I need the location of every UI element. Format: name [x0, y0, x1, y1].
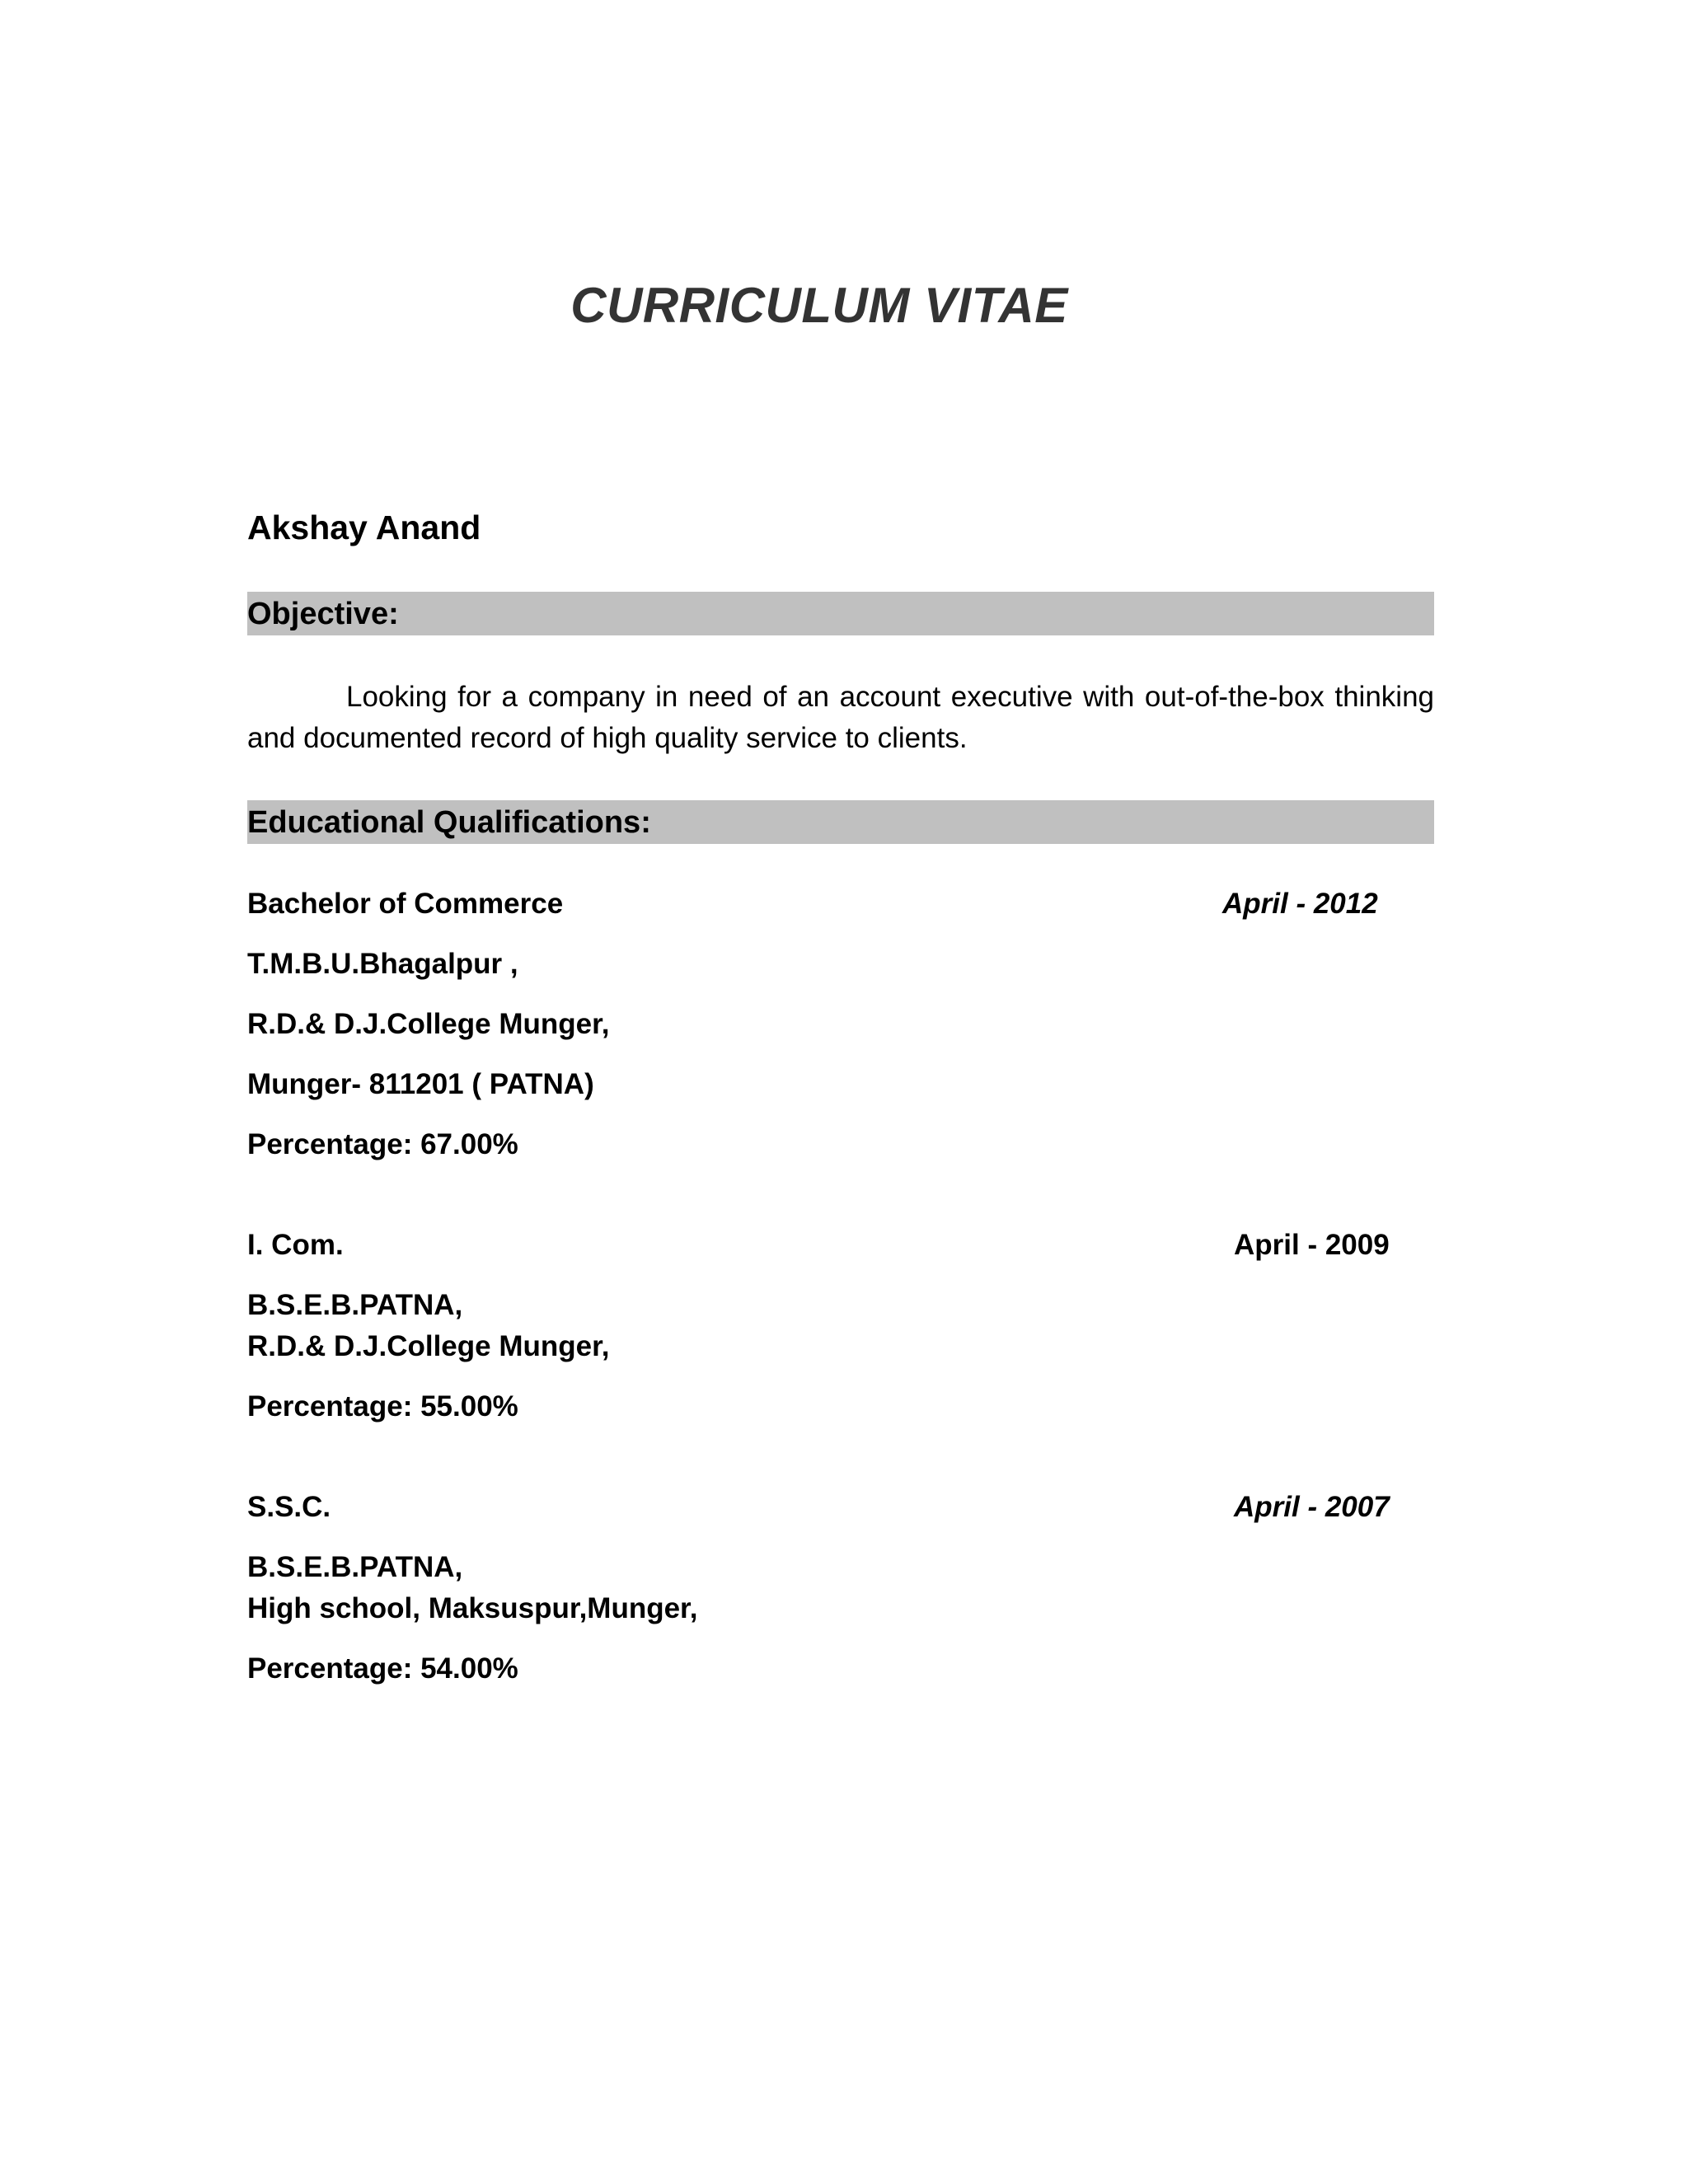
degree-row — [247, 883, 1434, 925]
institution-line: Munger- 811201 ( PATNA) — [247, 1068, 594, 1100]
objective-text: Looking for a company in need of an account executive with out-of-the-box thinking and documented record of high quality service to clients. — [247, 681, 1434, 754]
education-entry-ssc — [247, 1487, 1434, 1690]
objective-heading: Objective: — [247, 592, 1434, 635]
degree-title: S.S.C. — [247, 1491, 331, 1523]
institution-line: High school, Maksuspur,Munger, — [247, 1592, 698, 1624]
degree-date: April - 2007 — [1234, 1491, 1390, 1523]
institution-line: R.D.& D.J.College Munger, — [247, 1008, 610, 1040]
degree-title: I. Com. — [247, 1229, 344, 1261]
percentage: Percentage: 67.00% — [247, 1128, 518, 1160]
institution-line: B.S.E.B.PATNA, — [247, 1551, 463, 1583]
percentage: Percentage: 54.00% — [247, 1652, 518, 1685]
education-entry-bcom — [247, 883, 1434, 1165]
institution-line: B.S.E.B.PATNA, — [247, 1289, 463, 1321]
education-heading: Educational Qualifications: — [247, 800, 1434, 844]
candidate-name: Akshay Anand — [247, 509, 481, 546]
institution-line: T.M.B.U.Bhagalpur , — [247, 948, 518, 980]
degree-row — [247, 1225, 1434, 1266]
cv-content — [247, 503, 1434, 1690]
document-title: CURRICULUM VITAE — [570, 278, 1068, 333]
education-entry-icom — [247, 1225, 1434, 1427]
degree-date: April - 2009 — [1234, 1229, 1390, 1261]
institution-line: R.D.& D.J.College Munger, — [247, 1330, 610, 1362]
degree-date: April - 2012 — [1222, 888, 1378, 920]
degree-row — [247, 1487, 1434, 1528]
degree-title: Bachelor of Commerce — [247, 888, 564, 920]
percentage: Percentage: 55.00% — [247, 1390, 518, 1422]
